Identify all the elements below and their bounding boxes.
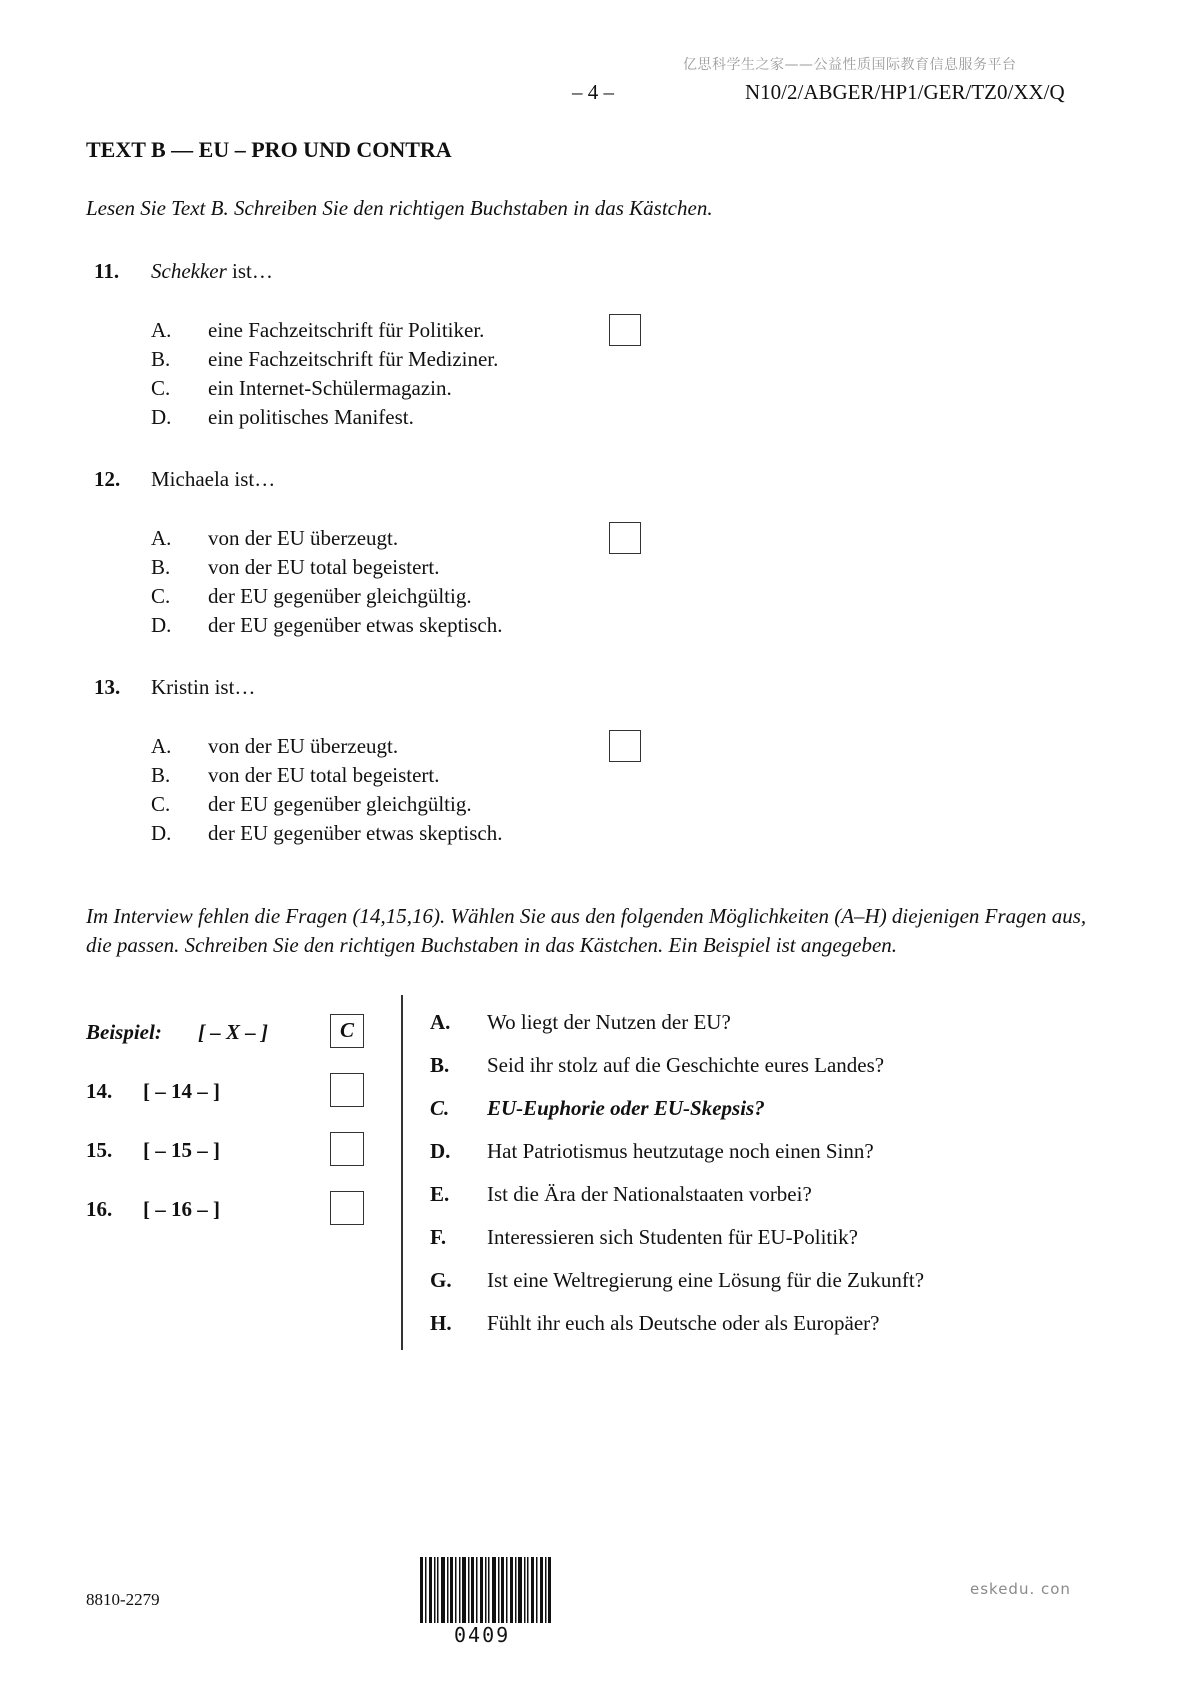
gap-marker: [ – 14 – ] [143, 1079, 220, 1103]
option-letter: B. [151, 347, 171, 371]
answer-option-text: Interessieren sich Studenten für EU-Politik? [487, 1225, 858, 1249]
question-stem: Michaela ist… [151, 467, 276, 491]
answer-option-letter: A. [430, 1010, 451, 1034]
footer-watermark: eskedu. con [970, 1580, 1071, 1598]
option-letter: B. [151, 555, 171, 579]
option-text: ein politisches Manifest. [208, 405, 414, 429]
barcode-number: 0409 [454, 1623, 511, 1647]
instruction-text-b: Lesen Sie Text B. Schreiben Sie den richtigen Buchstaben in das Kästchen. [86, 196, 713, 220]
footer-code: 8810-2279 [86, 1590, 160, 1609]
answer-box-16[interactable] [330, 1191, 364, 1225]
gap-number: 14. [86, 1079, 113, 1103]
example-marker: [ – X – ] [198, 1020, 268, 1044]
option-letter: D. [151, 613, 172, 637]
answer-box-15[interactable] [330, 1132, 364, 1166]
question-number: 13. [94, 675, 121, 699]
example-label: Beispiel: [86, 1020, 162, 1044]
option-text: der EU gegenüber gleichgültig. [208, 792, 472, 816]
option-text: von der EU überzeugt. [208, 734, 399, 758]
answer-box-13[interactable] [609, 730, 641, 762]
option-text: der EU gegenüber etwas skeptisch. [208, 613, 503, 637]
question-stem-rest: ist… [226, 259, 273, 283]
option-text: der EU gegenüber etwas skeptisch. [208, 821, 503, 845]
answer-option-letter: C. [430, 1096, 450, 1120]
option-text: von der EU überzeugt. [208, 526, 399, 550]
answer-box-12[interactable] [609, 522, 641, 554]
question-stem [151, 259, 273, 284]
answer-option-letter: G. [430, 1268, 452, 1292]
option-letter: B. [151, 763, 171, 787]
gap-marker: [ – 15 – ] [143, 1138, 220, 1162]
answer-option-text-example: EU-Euphorie oder EU-Skepsis? [487, 1096, 765, 1120]
gap-marker: [ – 16 – ] [143, 1197, 220, 1221]
option-text: eine Fachzeitschrift für Mediziner. [208, 347, 499, 371]
option-letter: C. [151, 376, 171, 400]
header-watermark: 亿思科学生之家——公益性质国际教育信息服务平台 [683, 57, 1017, 73]
option-letter: A. [151, 526, 172, 550]
instruction-interview: Im Interview fehlen die Fragen (14,15,16). Wählen Sie aus den folgenden Möglichkeiten (A–H) diejenigen Fragen aus, die passen. Schreiben Sie den richtigen Buchstaben in das Kästchen. Ein Beispiel ist angegeben. [86, 904, 1087, 957]
option-text: ein Internet-Schülermagazin. [208, 376, 452, 400]
answer-option-letter: B. [430, 1053, 450, 1077]
barcode-icon [420, 1557, 552, 1623]
option-letter: D. [151, 821, 172, 845]
answer-option-letter: E. [430, 1182, 450, 1206]
option-letter: A. [151, 734, 172, 758]
answer-box-14[interactable] [330, 1073, 364, 1107]
gap-number: 15. [86, 1138, 113, 1162]
question-stem: Kristin ist… [151, 675, 256, 699]
option-letter: C. [151, 792, 171, 816]
answer-option-letter: F. [430, 1225, 447, 1249]
page-number: – 4 – [572, 80, 614, 104]
option-letter: A. [151, 318, 172, 342]
answer-option-text: Seid ihr stolz auf die Geschichte eures Landes? [487, 1053, 885, 1077]
answer-option-letter: H. [430, 1311, 452, 1335]
section-title: TEXT B — EU – PRO UND CONTRA [86, 137, 452, 162]
answer-option-text: Fühlt ihr euch als Deutsche oder als Europäer? [487, 1311, 880, 1335]
example-answer-box: C [330, 1014, 364, 1048]
answer-option-letter: D. [430, 1139, 451, 1163]
option-text: eine Fachzeitschrift für Politiker. [208, 318, 485, 342]
question-stem-italic: Schekker [151, 259, 227, 283]
document-code: N10/2/ABGER/HP1/GER/TZ0/XX/Q [745, 80, 1065, 104]
answer-box-11[interactable] [609, 314, 641, 346]
option-text: von der EU total begeistert. [208, 763, 440, 787]
option-letter: C. [151, 584, 171, 608]
answer-option-text: Ist eine Weltregierung eine Lösung für die Zukunft? [487, 1268, 925, 1292]
question-number: 12. [94, 467, 121, 491]
answer-option-text: Ist die Ära der Nationalstaaten vorbei? [487, 1182, 812, 1206]
answer-option-text: Hat Patriotismus heutzutage noch einen Sinn? [487, 1139, 874, 1163]
answer-option-text: Wo liegt der Nutzen der EU? [487, 1010, 731, 1034]
option-letter: D. [151, 405, 172, 429]
option-text: der EU gegenüber gleichgültig. [208, 584, 472, 608]
option-text: von der EU total begeistert. [208, 555, 440, 579]
question-number: 11. [94, 259, 120, 283]
column-divider [401, 995, 403, 1350]
gap-number: 16. [86, 1197, 113, 1221]
